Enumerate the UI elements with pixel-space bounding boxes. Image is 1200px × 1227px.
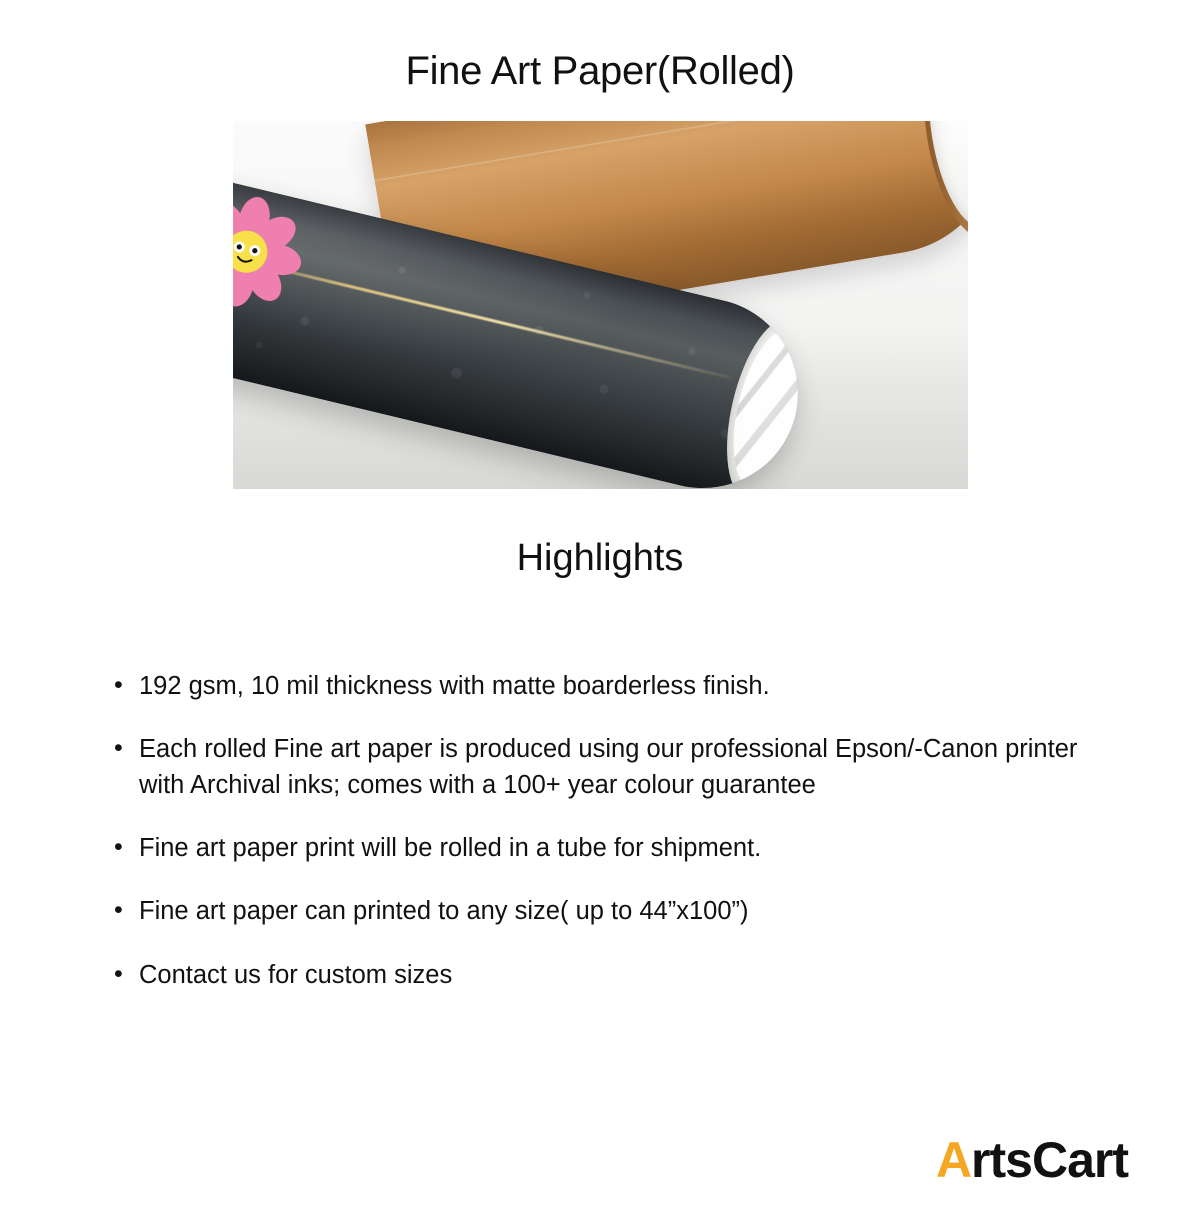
bullet-marker: • [114,959,123,988]
list-item-text: Fine art paper print will be rolled in a tube for shipment. [139,834,762,863]
tube-seam [374,121,946,182]
highlights-list [0,668,1200,993]
list-item [112,893,1114,929]
product-photo [233,121,968,489]
bullet-marker: • [114,733,123,762]
list-item [112,957,1114,993]
artscart-logo [936,1131,1128,1189]
logo-text: rtsCart [971,1131,1128,1188]
list-item-text: Each rolled Fine art paper is produced using our professional Epson/-Canon printer with Archival inks; comes with a 100+ year colour guarantee [139,734,1078,799]
bullet-marker: • [114,896,123,925]
page-title: Fine Art Paper(Rolled) [405,48,795,93]
logo-initial: A [935,1131,972,1188]
list-item [112,668,1114,704]
highlights-heading: Highlights [516,536,684,579]
list-item-text: 192 gsm, 10 mil thickness with matte boarderless finish. [139,671,770,700]
product-info-page [0,27,1200,1227]
bullet-marker: • [114,833,123,862]
list-item [112,731,1114,803]
bullet-marker: • [114,670,123,699]
list-item-text: Fine art paper can printed to any size( up to 44”x100”) [139,897,749,926]
list-item [112,830,1114,866]
list-item-text: Contact us for custom sizes [139,960,453,989]
